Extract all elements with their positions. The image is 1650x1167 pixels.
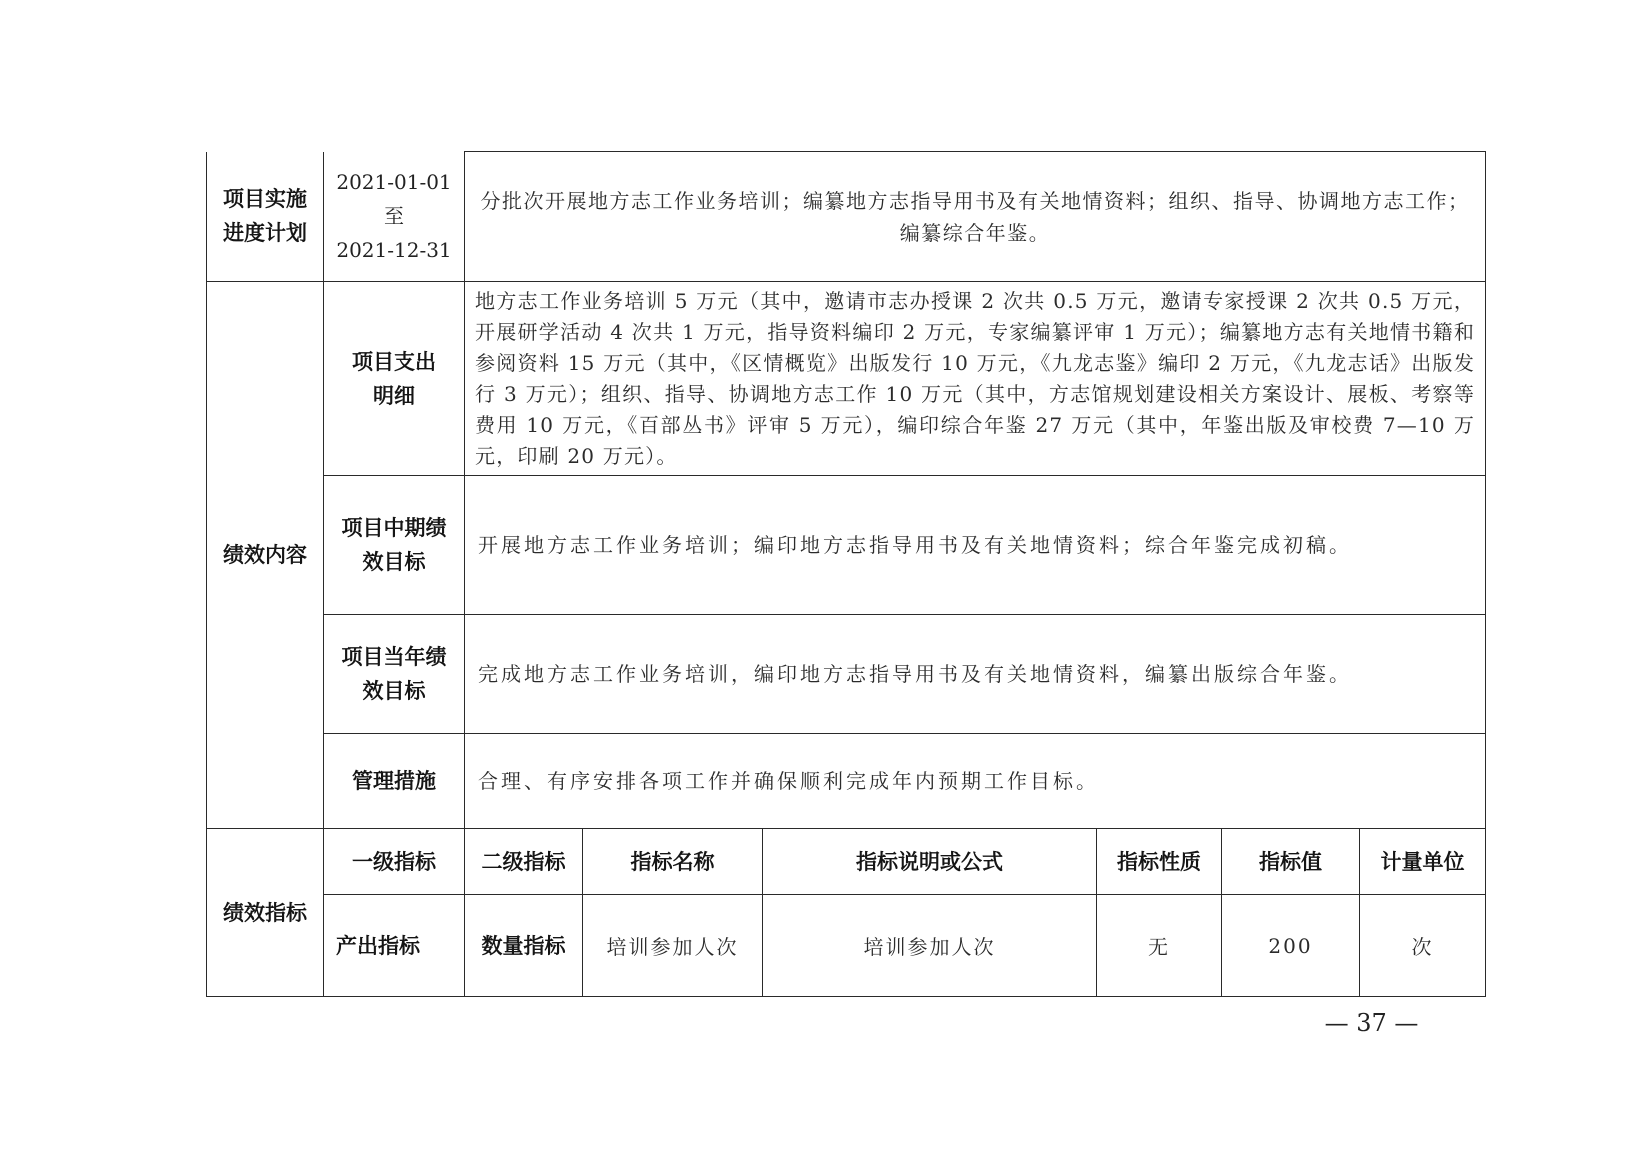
- midterm-goal-text: 开展地方志工作业务培训；编印地方志指导用书及有关地情资料；综合年鉴完成初稿。: [465, 476, 1486, 615]
- midterm-goal-label: 项目中期绩 效目标: [324, 476, 465, 615]
- cell-indicator-name: 培训参加人次: [583, 895, 763, 997]
- header-indicator-description: 指标说明或公式: [763, 829, 1097, 895]
- schedule-period: 2021-01-01 至 2021-12-31: [324, 152, 465, 282]
- management-text: 合理、有序安排各项工作并确保顺利完成年内预期工作目标。: [465, 734, 1486, 829]
- schedule-label: 项目实施 进度计划: [207, 152, 324, 282]
- header-level1-indicator: 一级指标: [324, 829, 465, 895]
- cell-indicator-nature: 无: [1097, 895, 1222, 997]
- cell-level2-indicator: 数量指标: [465, 895, 583, 997]
- midterm-goal-row: [207, 476, 1486, 615]
- management-label: 管理措施: [324, 734, 465, 829]
- annual-goal-row: [207, 615, 1486, 734]
- performance-content-label: 绩效内容: [207, 282, 324, 829]
- header-indicator-value: 指标值: [1222, 829, 1360, 895]
- expenditure-detail-label: 项目支出 明细: [324, 282, 465, 476]
- indicator-header-row: [207, 829, 1486, 895]
- cell-indicator-description: 培训参加人次: [763, 895, 1097, 997]
- schedule-description: 分批次开展地方志工作业务培训；编纂地方志指导用书及有关地情资料；组织、指导、协调地方志工作；编纂综合年鉴。: [465, 152, 1486, 282]
- cell-indicator-value: 200: [1222, 895, 1360, 997]
- indicator-data-row: [207, 895, 1486, 997]
- header-unit: 计量单位: [1360, 829, 1486, 895]
- performance-indicators-label: 绩效指标: [207, 829, 324, 997]
- header-indicator-name: 指标名称: [583, 829, 763, 895]
- header-indicator-nature: 指标性质: [1097, 829, 1222, 895]
- schedule-row: [207, 152, 1486, 282]
- cell-level1-indicator: 产出指标: [324, 895, 465, 997]
- cell-unit: 次: [1360, 895, 1486, 997]
- management-row: [207, 734, 1486, 829]
- expenditure-detail-text: 地方志工作业务培训 5 万元（其中，邀请市志办授课 2 次共 0.5 万元，邀请专家授课 2 次共 0.5 万元，开展研学活动 4 次共 1 万元，指导资料编印 2 万元，专家编纂评审 1 万元）；编纂地方志有关地情书籍和参阅资料 15 万元（其中，《区情概览》出版发行 10 万元，《九龙志鉴》编印 2 万元，《九龙志话》出版发行 3 万元）；组织、指导、协调地方志工作 10 万元（其中，方志馆规划建设相关方案设计、展板、考察等费用 10 万元，《百部丛书》评审 5 万元），编印综合年鉴 27 万元（其中，年鉴出版及审校费 7—10 万元，印刷 20 万元）。: [465, 282, 1486, 476]
- page-number: — 37 —: [1324, 1009, 1419, 1037]
- annual-goal-text: 完成地方志工作业务培训，编印地方志指导用书及有关地情资料，编纂出版综合年鉴。: [465, 615, 1486, 734]
- header-level2-indicator: 二级指标: [465, 829, 583, 895]
- performance-table: [206, 151, 1486, 997]
- annual-goal-label: 项目当年绩 效目标: [324, 615, 465, 734]
- expenditure-row: [207, 282, 1486, 476]
